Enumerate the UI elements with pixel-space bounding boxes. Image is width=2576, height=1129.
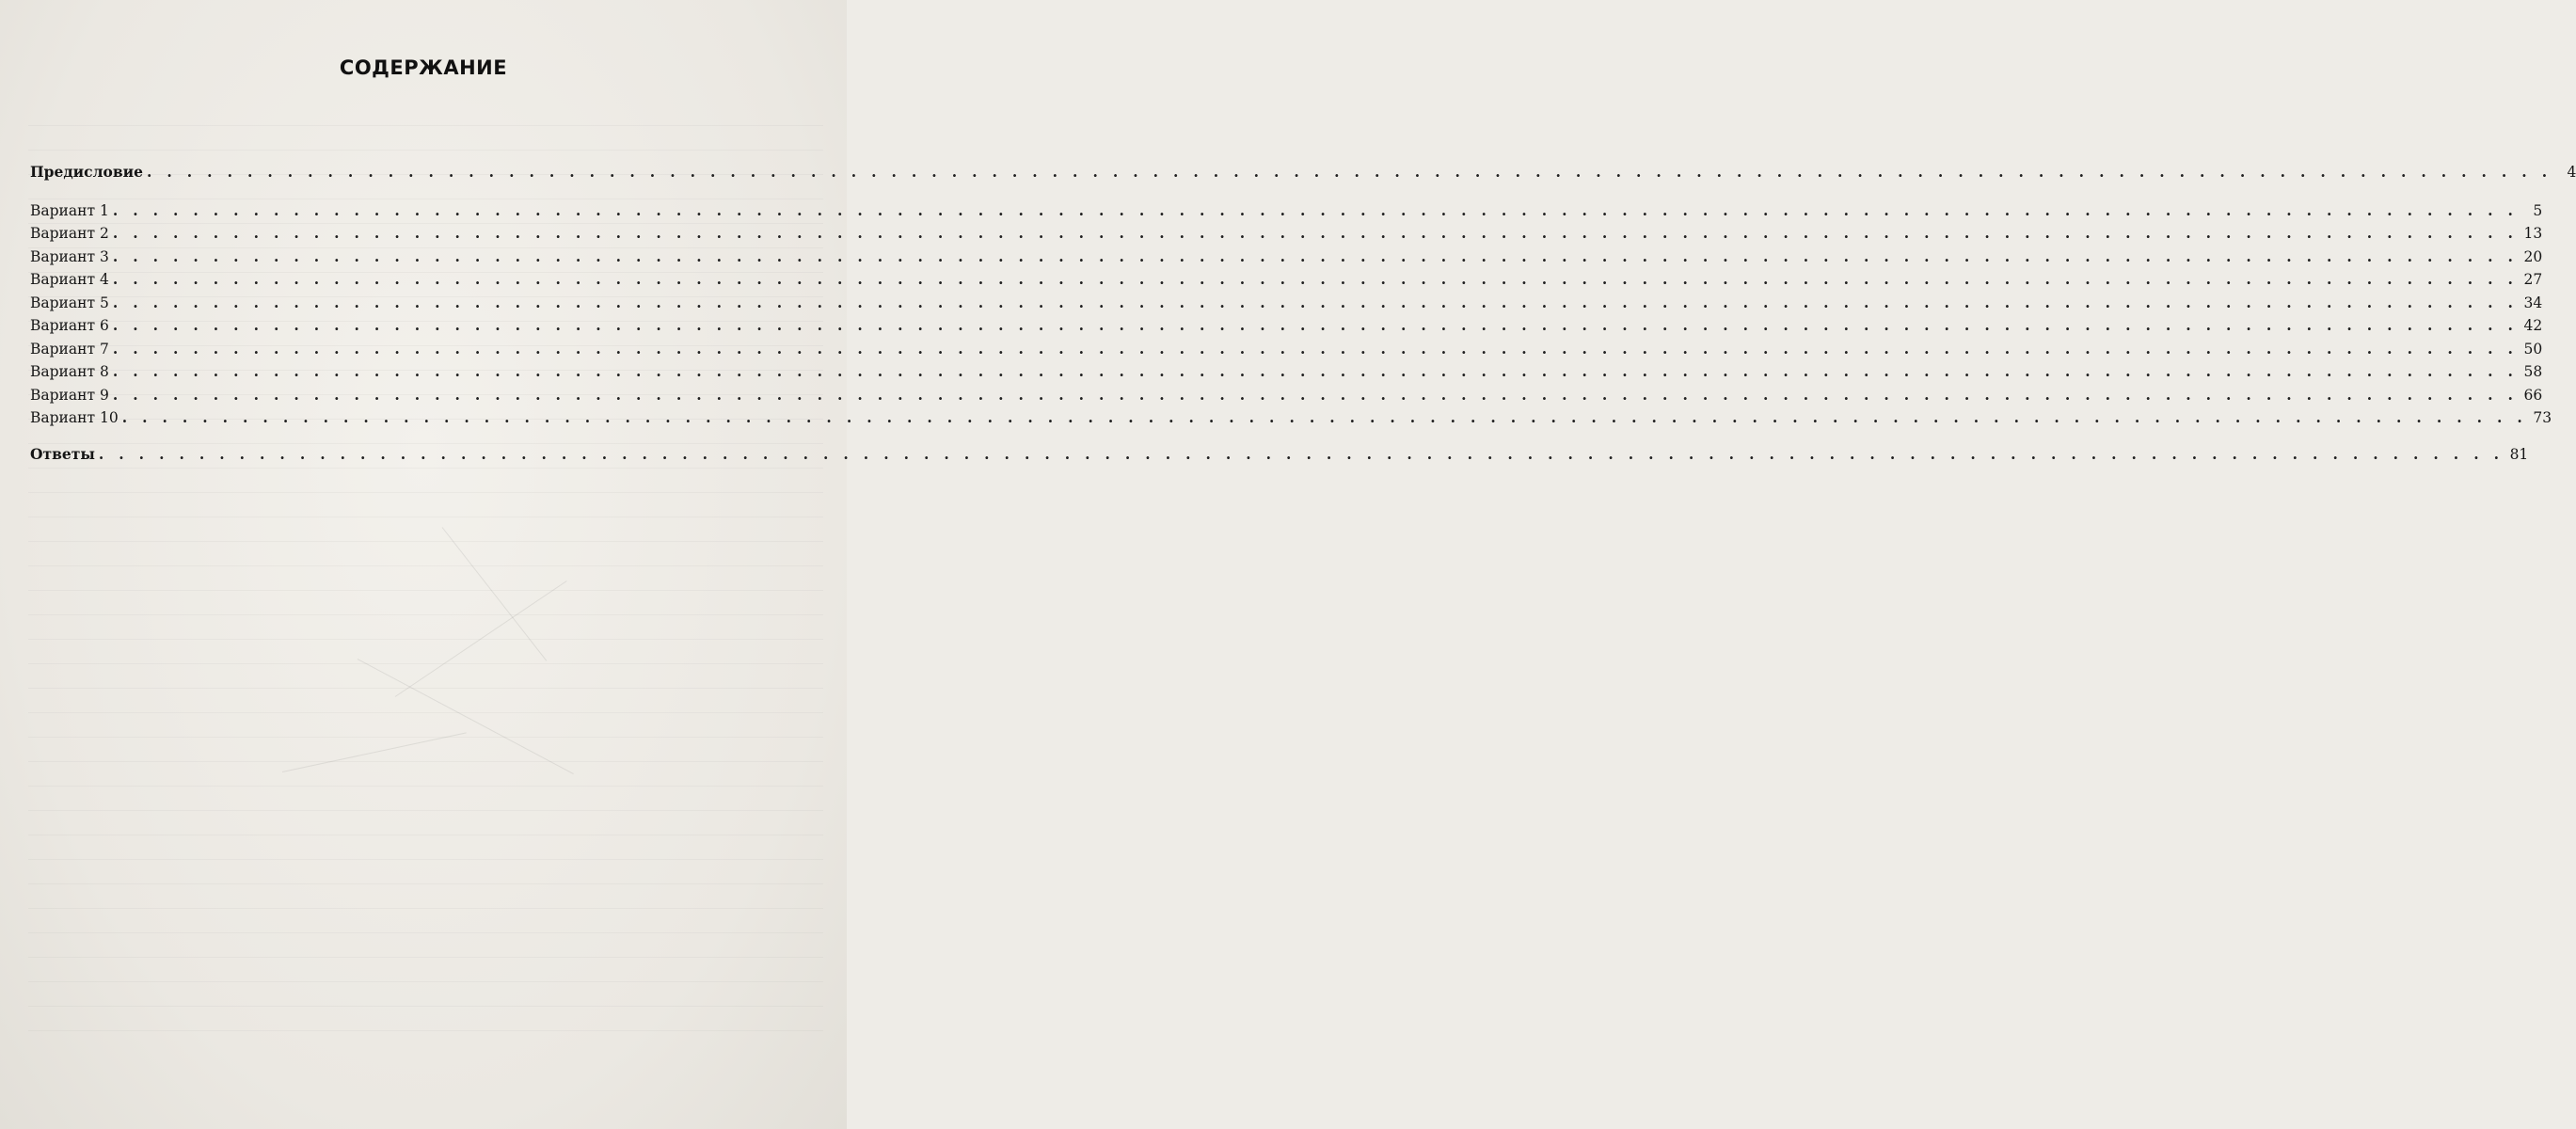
toc-entry	[30, 268, 2543, 292]
toc-entry-label: Вариант 3	[30, 247, 109, 265]
toc-entry-page-number: 50	[2523, 340, 2543, 358]
toc-entry	[30, 222, 2543, 246]
toc-entry-page-number: 5	[2533, 201, 2543, 219]
toc-entry-page-number: 34	[2523, 294, 2543, 311]
toc-dot-leader: . . . . . . . . . . . . . . . . . . . . . . . . . . . . . . . . . . . . . . . . . . . . . . . . . . . . . . . . . . . . . . . . . . . . . . . . . . . . . . . . . . . . . . . . . . . . . . . . . . . . . . . . . . . . . . . . . . . . . . . .	[112, 224, 2519, 242]
toc-dot-leader: . . . . . . . . . . . . . . . . . . . . . . . . . . . . . . . . . . . . . . . . . . . . . . . . . . . . . . . . . . . . . . . . . . . . . . . . . . . . . . . . . . . . . . . . . . . . . . . . . . . . . . . . . . . . . . . . . . . . . . . .	[112, 385, 2519, 404]
toc-dot-leader: . . . . . . . . . . . . . . . . . . . . . . . . . . . . . . . . . . . . . . . . . . . . . . . . . . . . . . . . . . . . . . . . . . . . . . . . . . . . . . . . . . . . . . . . . . . . . . . . . . . . . . . . . . . . . . . . . . . . . . . .	[112, 270, 2519, 288]
toc-dot-leader: . . . . . . . . . . . . . . . . . . . . . . . . . . . . . . . . . . . . . . . . . . . . . . . . . . . . . . . . . . . . . . . . . . . . . . . . . . . . . . . . . . . . . . . . . . . . . . . . . . . . . . . . . . . . . . . . . . . . . . . .	[112, 200, 2519, 219]
toc-entry-page-number: 4	[2567, 164, 2576, 181]
toc-dot-leader: . . . . . . . . . . . . . . . . . . . . . . . . . . . . . . . . . . . . . . . . . . . . . . . . . . . . . . . . . . . . . . . . . . . . . . . . . . . . . . . . . . . . . . . . . . . . . . . . . . . . . . . . . . . . . . . . . . . . . . . .	[112, 362, 2519, 380]
toc-dot-leader: . . . . . . . . . . . . . . . . . . . . . . . . . . . . . . . . . . . . . . . . . . . . . . . . . . . . . . . . . . . . . . . . . . . . . . . . . . . . . . . . . . . . . . . . . . . . . . . . . . . . . . . . . . . . . . . . . . . . . . . .	[112, 339, 2519, 358]
toc-entry-label: Вариант 9	[30, 386, 109, 404]
toc-entry	[30, 338, 2543, 361]
toc-entry	[30, 314, 2543, 338]
toc-entry-page-number: 20	[2523, 247, 2543, 265]
toc-entry	[30, 199, 2543, 223]
toc-entry	[30, 406, 2552, 430]
toc-entry-page-number: 13	[2523, 225, 2543, 242]
toc-entry-label: Вариант 2	[30, 225, 109, 242]
toc-entry-label: Вариант 10	[30, 409, 119, 426]
toc-entry-page-number: 58	[2523, 363, 2543, 380]
toc-entry-label: Вариант 7	[30, 340, 109, 358]
toc-spacer	[30, 184, 826, 199]
toc-entry-label: Вариант 6	[30, 317, 109, 334]
page-title: СОДЕРЖАНИЕ	[339, 56, 508, 79]
toc-spacer	[30, 430, 826, 443]
toc-dot-leader: . . . . . . . . . . . . . . . . . . . . . . . . . . . . . . . . . . . . . . . . . . . . . . . . . . . . . . . . . . . . . . . . . . . . . . . . . . . . . . . . . . . . . . . . . . . . . . . . . . . . . . . . . . . . . . . . . . . . . . . .	[121, 408, 2528, 426]
toc-entry	[30, 443, 2529, 467]
toc-entry-label: Вариант 5	[30, 294, 109, 311]
toc-entry-label: Предисловие	[30, 163, 143, 181]
toc-entry	[30, 246, 2543, 269]
toc-dot-leader: . . . . . . . . . . . . . . . . . . . . . . . . . . . . . . . . . . . . . . . . . . . . . . . . . . . . . . . . . . . . . . . . . . . . . . . . . . . . . . . . . . . . . . . . . . . . . . . . . . . . . . . . . . . . . . . . . . . . . . . .	[112, 293, 2519, 311]
toc-entry-page-number: 73	[2533, 409, 2552, 426]
toc-entry	[30, 360, 2543, 384]
toc-entry-page-number: 27	[2523, 271, 2543, 288]
toc-entry-page-number: 66	[2523, 386, 2543, 404]
toc-dot-leader: . . . . . . . . . . . . . . . . . . . . . . . . . . . . . . . . . . . . . . . . . . . . . . . . . . . . . . . . . . . . . . . . . . . . . . . . . . . . . . . . . . . . . . . . . . . . . . . . . . . . . . . . . . . . . . . . . . . . . . . .	[112, 246, 2519, 265]
toc-dot-leader: . . . . . . . . . . . . . . . . . . . . . . . . . . . . . . . . . . . . . . . . . . . . . . . . . . . . . . . . . . . . . . . . . . . . . . . . . . . . . . . . . . . . . . . . . . . . . . . . . . . . . . . . . . . . . . . . . . . . . . . .	[112, 316, 2519, 334]
table-of-contents	[30, 161, 2576, 466]
toc-entry-page-number: 42	[2523, 317, 2543, 334]
toc-entry-label: Вариант 4	[30, 271, 109, 288]
toc-entry-page-number: 81	[2509, 445, 2529, 463]
toc-entry-label: Вариант 1	[30, 201, 109, 219]
toc-dot-leader: . . . . . . . . . . . . . . . . . . . . . . . . . . . . . . . . . . . . . . . . . . . . . . . . . . . . . . . . . . . . . . . . . . . . . . . . . . . . . . . . . . . . . . . . . . . . . . . . . . . . . . . . . . . . . . . . . . . . . . . .	[98, 444, 2504, 463]
toc-entry	[30, 161, 2576, 184]
toc-dot-leader: . . . . . . . . . . . . . . . . . . . . . . . . . . . . . . . . . . . . . . . . . . . . . . . . . . . . . . . . . . . . . . . . . . . . . . . . . . . . . . . . . . . . . . . . . . . . . . . . . . . . . . . . . . . . . . . . . . . . . . . .	[147, 163, 2552, 181]
toc-entry	[30, 292, 2543, 315]
toc-entry-label: Ответы	[30, 444, 95, 463]
toc-entry-label: Вариант 8	[30, 363, 109, 380]
toc-entry	[30, 384, 2543, 407]
